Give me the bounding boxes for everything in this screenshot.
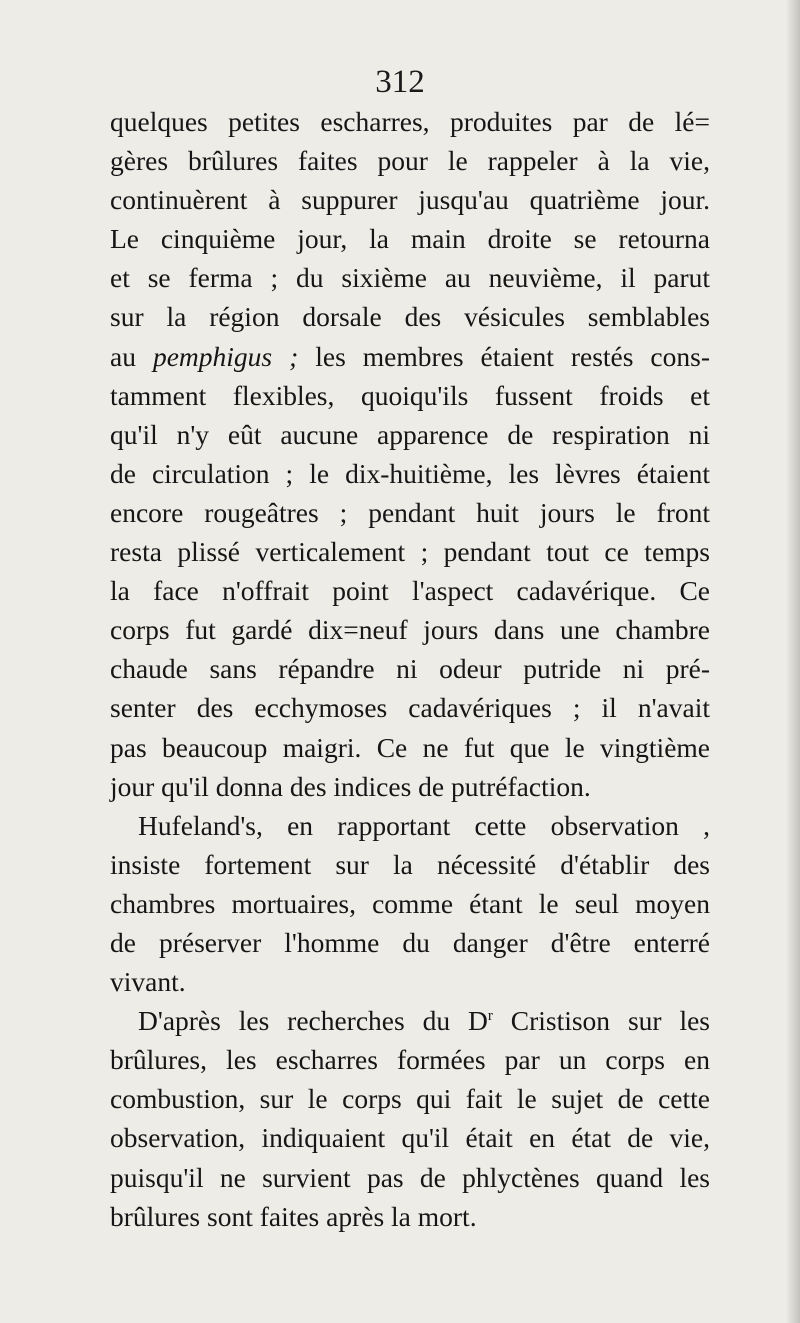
paragraph-2 bbox=[110, 806, 710, 1001]
text-line: senter des ecchymoses cadavériques ; il n'avait bbox=[110, 692, 710, 724]
body-text bbox=[110, 102, 710, 1236]
text-line: brûlures sont faites après la mort. bbox=[110, 1200, 477, 1232]
text-line: de préserver l'homme du danger d'être enterré bbox=[110, 926, 710, 958]
text-line: gères brûlures faites pour le rappeler à la vie, bbox=[110, 145, 710, 177]
text-line: vivant. bbox=[110, 966, 186, 998]
text-line: puisqu'il ne survient pas de phlyctènes quand les bbox=[110, 1161, 710, 1193]
text-line: chaude sans répandre ni odeur putride ni pré- bbox=[110, 653, 710, 685]
text-line: observation, indiquaient qu'il était en état de vie, bbox=[110, 1122, 710, 1154]
text-line: la face n'offrait point l'aspect cadavérique. Ce bbox=[110, 575, 710, 607]
paragraph-3 bbox=[110, 1001, 710, 1236]
text-run: les membres étaient restés cons- bbox=[298, 340, 710, 372]
text-run: D'après les recherches du D bbox=[138, 1005, 488, 1037]
text-line: Le cinquième jour, la main droite se retourna bbox=[110, 223, 710, 255]
text-line: brûlures, les escharres formées par un corps en bbox=[110, 1044, 710, 1076]
text-line: et se ferma ; du sixième au neuvième, il parut bbox=[110, 262, 710, 294]
text-line: de circulation ; le dix-huitième, les lèvres étaient bbox=[110, 457, 710, 489]
text-run: au bbox=[110, 340, 153, 372]
text-line bbox=[110, 1001, 710, 1040]
text-line: pas beaucoup maigri. Ce ne fut que le vingtième bbox=[110, 731, 710, 763]
text-line: chambres mortuaires, comme étant le seul moyen bbox=[110, 887, 710, 919]
text-line: continuèrent à suppurer jusqu'au quatrième jour. bbox=[110, 184, 710, 216]
text-line: combustion, sur le corps qui fait le sujet de cette bbox=[110, 1083, 710, 1115]
text-line: sur la région dorsale des vésicules semblables bbox=[110, 301, 710, 333]
superscript: r bbox=[487, 1008, 493, 1024]
text-line: qu'il n'y eût aucune apparence de respiration ni bbox=[110, 418, 710, 450]
page-edge-shadow bbox=[786, 0, 800, 1323]
text-line: quelques petites escharres, produites par de lé= bbox=[110, 106, 710, 137]
text-line: corps fut gardé dix=neuf jours dans une chambre bbox=[110, 614, 710, 646]
text-line: jour qu'il donna des indices de putréfaction. bbox=[110, 770, 591, 802]
text-line: tamment flexibles, quoiqu'ils fussent froids et bbox=[110, 379, 710, 411]
text-line bbox=[110, 337, 710, 376]
text-run: Cristison sur les bbox=[492, 1005, 710, 1037]
text-line: resta plissé verticalement ; pendant tout ce temps bbox=[110, 536, 710, 568]
page-number: 312 bbox=[375, 64, 425, 100]
text-line: insiste fortement sur la nécessité d'établir des bbox=[110, 848, 710, 880]
text-line: Hufeland's, en rapportant cette observation , bbox=[138, 809, 710, 841]
italic-term: pemphigus ; bbox=[152, 340, 299, 372]
paragraph-1 bbox=[110, 102, 710, 806]
text-line: encore rougeâtres ; pendant huit jours le front bbox=[110, 496, 710, 528]
